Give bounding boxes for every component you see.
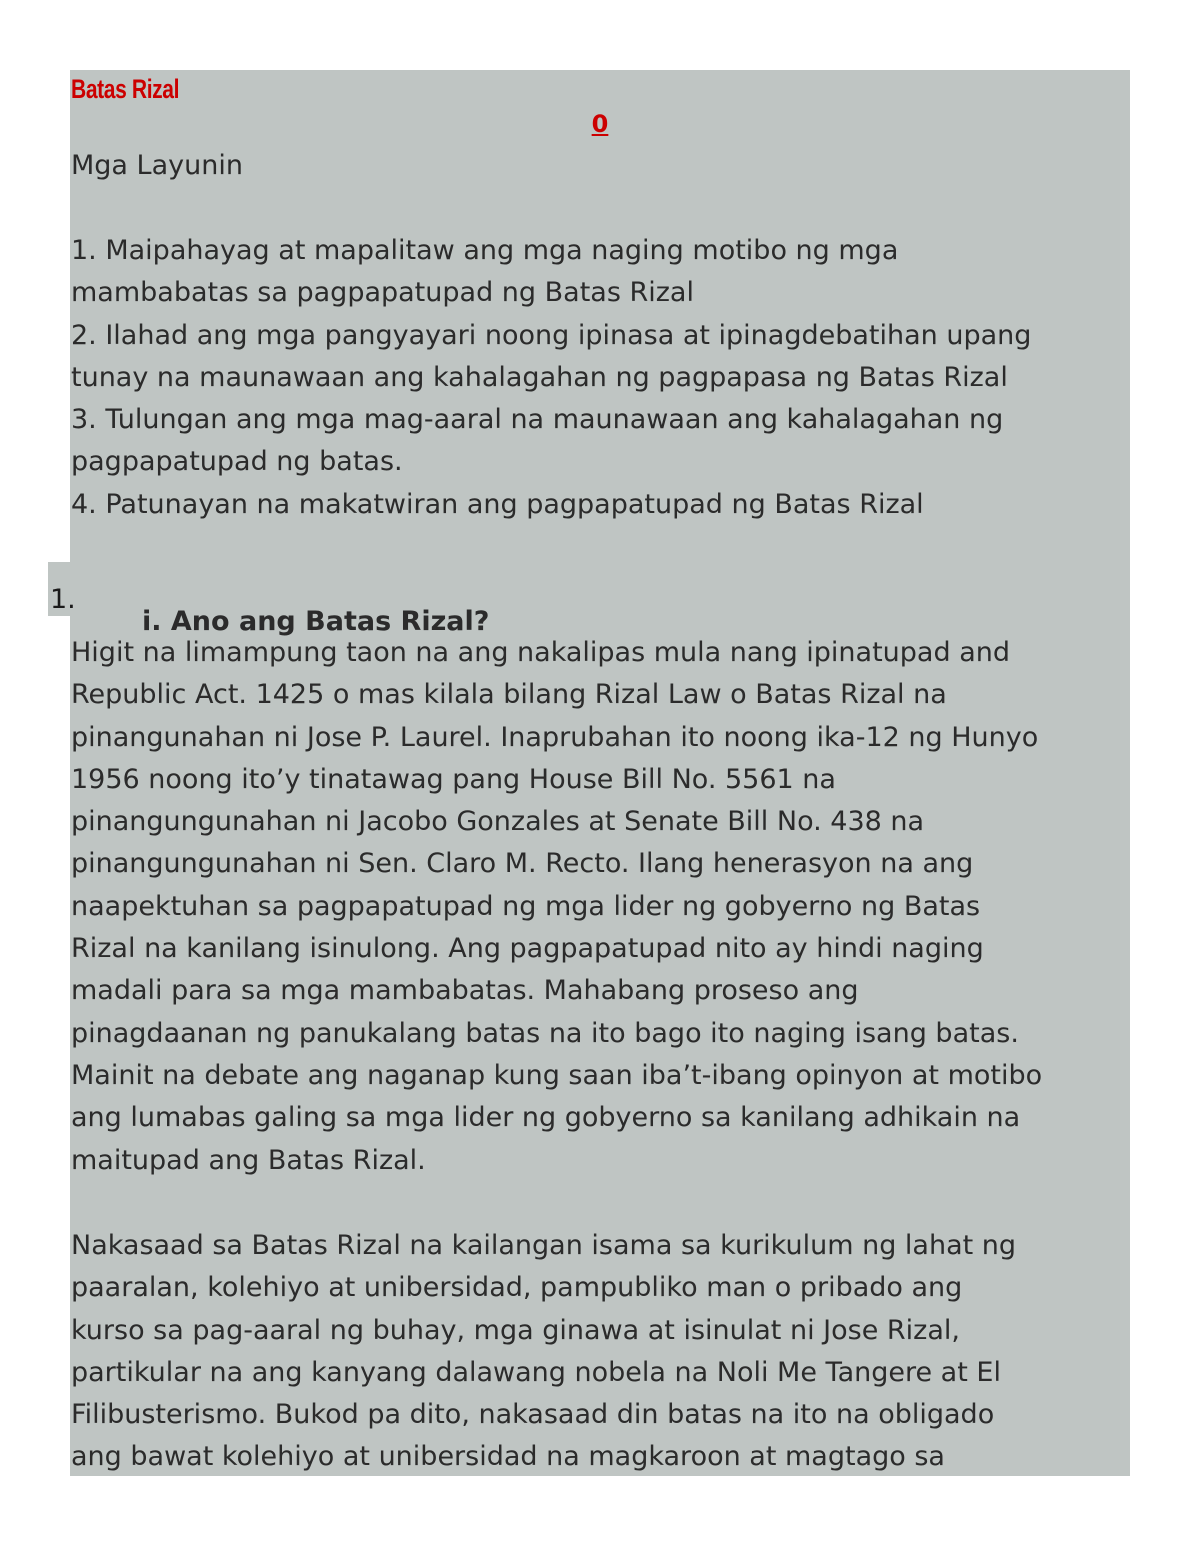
list-number: 1. [50, 584, 76, 615]
paragraph-line: Rizal na kanilang isinulong. Ang pagpapatupad nito ay hindi naging [71, 933, 984, 965]
objectives-list [71, 230, 1031, 526]
paragraph-line: pinangungunahan ni Sen. Claro M. Recto. Ilang henerasyon na ang [71, 848, 974, 880]
paragraph-line: partikular na ang kanyang dalawang nobela na Noli Me Tangere at El [71, 1356, 1001, 1388]
objective-line: 1. Maipahayag at mapalitaw ang mga naging motibo ng mga [71, 235, 899, 266]
body-paragraph-2 [71, 1225, 1016, 1479]
center-marker: 0 [591, 110, 609, 138]
paragraph-line: pinangungunahan ni Jacobo Gonzales at Senate Bill No. 438 na [71, 806, 925, 838]
paragraph-line: Republic Act. 1425 o mas kilala bilang Rizal Law o Batas Rizal na [71, 679, 947, 711]
body-paragraph-1 [71, 632, 1042, 1182]
paragraph-line: Nakasaad sa Batas Rizal na kailangan isama sa kurikulum ng lahat ng [71, 1230, 1017, 1261]
paragraph-line: madali para sa mga mambabatas. Mahabang proseso ang [71, 975, 859, 1007]
objective-line: mambabatas sa pagpapatupad ng Batas Rizal [71, 277, 694, 309]
objectives-heading: Mga Layunin [71, 150, 243, 181]
paragraph-line: 1956 noong ito’y tinatawag pang House Bill No. 5561 na [71, 763, 836, 795]
paragraph-line: pinagdaanan ng panukalang batas na ito bago ito naging isang batas. [71, 1017, 1019, 1049]
paragraph-line: ang bawat kolehiyo at unibersidad na magkaroon at magtago sa [71, 1441, 945, 1473]
objective-line: pagpapatupad ng batas. [71, 446, 403, 478]
paragraph-line: ang lumabas galing sa mga lider ng gobyerno sa kanilang adhikain na [71, 1102, 1021, 1134]
document-title: Batas Rizal [71, 74, 180, 104]
section-heading: i. Ano ang Batas Rizal? [142, 606, 490, 638]
paragraph-line: maitupad ang Batas Rizal. [71, 1144, 426, 1176]
paragraph-line: kurso sa pag-aaral ng buhay, mga ginawa at isinulat ni Jose Rizal, [71, 1314, 960, 1346]
paragraph-line: Mainit na debate ang naganap kung saan iba’t-ibang opinyon at motibo [71, 1059, 1043, 1091]
paragraph-line: paaralan, kolehiyo at unibersidad, pampubliko man o pribado ang [71, 1272, 963, 1304]
objective-line: 2. Ilahad ang mga pangyayari noong ipinasa at ipinagdebatihan upang [71, 319, 1032, 351]
objective-line: 4. Patunayan na makatwiran ang pagpapatupad ng Batas Rizal [71, 488, 924, 520]
objective-line: 3. Tulungan ang mga mag-aaral na maunawaan ang kahalagahan ng [71, 404, 1004, 436]
paragraph-line: pinangunahan ni Jose P. Laurel. Inaprubahan ito noong ika-12 ng Hunyo [71, 721, 1039, 753]
objective-line: tunay na maunawaan ang kahalagahan ng pagpapasa ng Batas Rizal [71, 361, 1008, 393]
paragraph-line: naapektuhan sa pagpapatupad ng mga lider ng gobyerno ng Batas [71, 890, 981, 922]
paragraph-line: Higit na limampung taon na ang nakalipas mula nang ipinatupad and [71, 637, 1010, 668]
paragraph-line: Filibusterismo. Bukod pa dito, nakasaad din batas na ito na obligado [71, 1399, 995, 1431]
